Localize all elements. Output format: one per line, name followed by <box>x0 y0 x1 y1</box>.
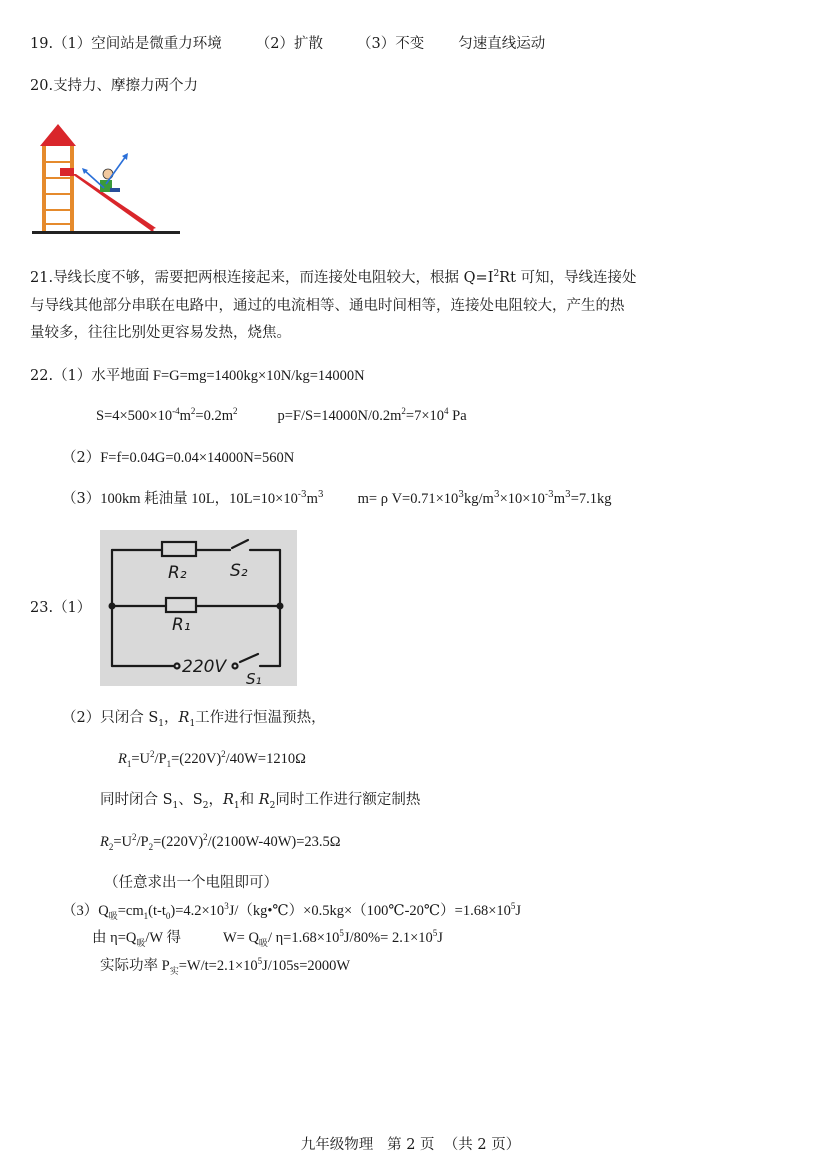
q23-r1-b: =U <box>131 751 151 767</box>
q23-r2-e: /(2100W-40W)=23.5Ω <box>207 834 341 850</box>
q23-r1-sup2: 2 <box>221 749 226 760</box>
q21-sup: 2 <box>493 269 500 280</box>
q23-r1-sub: 1 <box>126 758 132 769</box>
q23-p2-sub2: 1 <box>189 718 196 729</box>
q22-pressure-c: Pa <box>448 408 467 424</box>
q23-p2-label: （2） <box>62 710 101 726</box>
q23-power-b: =W/t=2.1×10 <box>178 958 258 974</box>
label-r1: R₁ <box>172 615 191 635</box>
q23-both-d: 和 <box>239 792 259 808</box>
q23-r1-sup: 2 <box>150 749 155 760</box>
q23-power-a: 实际功率 P <box>100 958 170 974</box>
q23-heat-sub3: 0 <box>165 910 171 921</box>
q22-p2-label: （2） <box>62 450 101 466</box>
q22-area-a: S=4×500×10 <box>96 408 173 424</box>
q23-both-sub1: 1 <box>172 800 179 811</box>
q21-text1a: 导线长度不够，需要把两根连接起来，而连接处电阻较大，根据 Q=I <box>53 270 494 286</box>
q23-power-sub: 实 <box>169 965 179 976</box>
q23-r2-c: /P <box>136 834 149 850</box>
q23-both-a: 同时闭合 S <box>100 792 173 808</box>
q23-work-sup2: 5 <box>432 928 438 939</box>
q22-mass-e: =7.1kg <box>570 491 612 507</box>
q23-work-b: / η=1.68×10 <box>267 930 340 946</box>
q23-p2-a: 只闭合 S <box>100 710 159 726</box>
q23-note: （任意求出一个电阻即可） <box>104 875 278 891</box>
q22-pressure-b: =7×10 <box>405 408 445 424</box>
q23-power-line <box>100 956 350 976</box>
q22-mass-sup3: -3 <box>544 490 554 501</box>
q22-p3-sup2: 3 <box>317 490 324 501</box>
q23-heat-e: J/（kg•℃）×0.5kg×（100℃-20℃）=1.68×10 <box>228 903 511 919</box>
q21-line2: 与导线其他部分串联在电路中，通过的电流相等、通电时间相等，连接处电阻较大，产生的热 <box>30 298 625 314</box>
q22-p1-label: （1） <box>53 368 92 384</box>
q23-both-sub3: 1 <box>233 800 240 811</box>
q23-work-a: W= Q <box>222 930 259 946</box>
q23-both-e: 同时工作进行额定制热 <box>275 792 421 808</box>
q23-work-d: J <box>437 930 443 946</box>
q23-r1-d: =(220V) <box>171 751 222 767</box>
q23-both-c: ， <box>208 792 223 808</box>
q23-r2-d: =(220V) <box>153 834 204 850</box>
q23-heat-sub2: 1 <box>143 910 149 921</box>
q23-both-r2: R <box>258 792 270 808</box>
q23-r1-formula <box>118 749 306 769</box>
q21-number: 21. <box>30 270 54 286</box>
q23-eta-b: /W 得 <box>145 930 181 946</box>
q20-number: 20. <box>30 78 54 94</box>
q22-line1 <box>30 366 365 386</box>
q23-r2-formula <box>100 832 341 852</box>
q22-pressure-sup1: 2 <box>401 406 406 417</box>
label-s2: S₂ <box>230 561 248 581</box>
q23-r2-sub2: 2 <box>148 841 154 852</box>
q23-heat-sub1: 吸 <box>108 910 118 921</box>
q21-text1b: Rt 可知，导线连接处 <box>499 270 637 286</box>
q19-part3: （3）不变 <box>357 36 425 52</box>
q22-mass-b: kg/m <box>464 491 494 507</box>
q22-mass-sup1: 3 <box>458 490 465 501</box>
q22-line2 <box>62 448 294 468</box>
q23-heat-c: (t-t <box>148 903 166 919</box>
q23-r1-sub2: 1 <box>166 758 172 769</box>
q22-pressure-a: p=F/S=14000N/0.2m <box>277 408 402 424</box>
q21-line1 <box>30 268 637 288</box>
q22-area-sup3: 2 <box>232 406 238 417</box>
q23-r2-b: =U <box>113 834 133 850</box>
q19-number: 19. <box>30 36 54 52</box>
q23-r1-e: /40W=1210Ω <box>225 751 306 767</box>
q22-mass-a: m= ρ V=0.71×10 <box>357 491 459 507</box>
q23-p1-label: （1） <box>53 600 92 616</box>
q22-mass-sup2: 3 <box>493 490 500 501</box>
q22-area-b: m <box>179 408 191 424</box>
q23-p2-sub1: 1 <box>158 718 165 729</box>
circuit-diagram <box>100 530 297 686</box>
q22-p3-sup1: -3 <box>297 490 307 501</box>
label-220v: 220V <box>182 657 227 677</box>
q22-p3-a: 100km 耗油量 10L，10L=10×10 <box>100 491 298 507</box>
q23-r2-sub: 2 <box>108 841 114 852</box>
q23-heat-f: J <box>515 903 522 919</box>
q22-area-c: =0.2m <box>195 408 233 424</box>
q23-r2-sup: 2 <box>132 832 137 843</box>
q21-line3: 量较多，往往比别处更容易发热，烧焦。 <box>30 325 291 341</box>
q22-mass-c: ×10×10 <box>499 491 545 507</box>
q20-line <box>30 76 198 96</box>
q22-mass-sup4: 3 <box>565 490 571 501</box>
q23-r1-a: R <box>118 751 127 767</box>
q23-r1-c: /P <box>154 751 167 767</box>
q22-p3-b: m <box>306 491 318 507</box>
q23-line1 <box>30 598 91 618</box>
q23-work-sub1: 吸 <box>258 937 268 948</box>
page-footer: 九年级物理 第 2 页 （共 2 页） <box>300 1137 521 1153</box>
q22-p3-label: （3） <box>62 491 101 507</box>
q19-part2: （2）扩散 <box>255 36 324 52</box>
q23-heat-a: Q <box>98 903 109 919</box>
q23-heat-sup2: 5 <box>510 901 516 912</box>
q22-area-sup1: -4 <box>172 406 180 417</box>
q23-power-c: J/105s=2000W <box>262 958 351 974</box>
q22-line3 <box>62 489 612 509</box>
q22-p1-text: 水平地面 F=G=mg=1400kg×10N/kg=14000N <box>91 368 365 384</box>
label-r2: R₂ <box>168 563 187 583</box>
label-s1: S₁ <box>246 670 262 686</box>
q19-part1: （1）空间站是微重力环境 <box>53 36 222 52</box>
q23-work-c: J/80%= 2.1×10 <box>343 930 433 946</box>
q20-text: 支持力、摩擦力两个力 <box>53 78 199 94</box>
q23-both-sub2: 2 <box>202 800 209 811</box>
q23-both-b: 、S <box>178 792 203 808</box>
q23-r2-sup2: 2 <box>203 832 208 843</box>
q23-p2-line <box>62 708 326 728</box>
q22-number: 22. <box>30 368 54 384</box>
q23-p3-label: （3） <box>62 903 99 919</box>
q23-work-sup1: 5 <box>339 928 344 939</box>
q23-number: 23. <box>30 600 54 616</box>
q19-line <box>30 34 545 54</box>
q22-p2-text: F=f=0.04G=0.04×14000N=560N <box>100 450 295 466</box>
q22-area-sup2: 2 <box>190 406 196 417</box>
q23-power-sup: 5 <box>257 956 263 967</box>
q23-both-r1: R <box>222 792 234 808</box>
q23-heat-b: =cm <box>117 903 144 919</box>
q23-work-line <box>92 928 443 948</box>
q23-heat-formula <box>62 901 521 921</box>
q23-heat-d: )=4.2×10 <box>170 903 225 919</box>
q22-mass-d: m <box>553 491 565 507</box>
q23-both-sub4: 2 <box>269 800 276 811</box>
q23-eta-sub1: 吸 <box>136 937 146 948</box>
q22-area-pressure <box>96 406 467 426</box>
q23-heat-sup1: 3 <box>224 901 229 912</box>
q22-pressure-sup2: 4 <box>444 406 449 417</box>
slide-force-figure <box>28 118 184 240</box>
q23-both-line <box>100 790 420 810</box>
q23-p2-c: 工作进行恒温预热， <box>195 710 326 726</box>
q23-p2-b: ， <box>164 710 179 726</box>
q23-p2-r: R <box>178 710 190 726</box>
q19-part4: 匀速直线运动 <box>458 36 546 52</box>
q23-r2-a: R <box>100 834 109 850</box>
q23-eta-a: 由 η=Q <box>92 930 137 946</box>
